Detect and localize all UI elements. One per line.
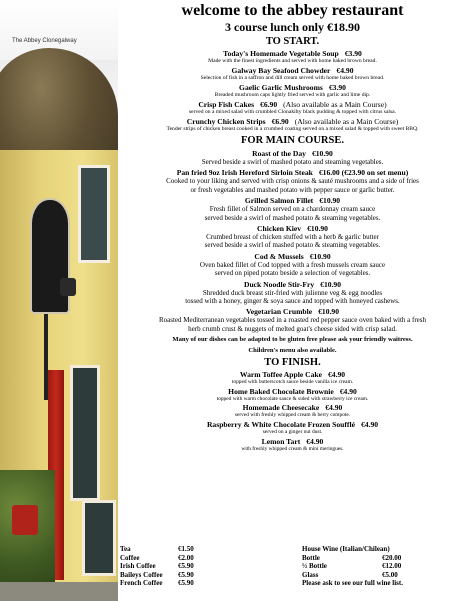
dish-title	[118, 307, 467, 316]
drink-row	[120, 579, 194, 588]
dish-name: Gaelic Garlic Mushrooms	[239, 83, 323, 92]
dish-name: Grilled Salmon Fillet	[244, 196, 314, 206]
wine-row	[302, 571, 403, 580]
dish-description: Roasted Mediterranean vegetables tossed in a roasted red pepper sauce oven baked with a fresh	[158, 316, 427, 325]
dish-description: served beside a swirl of mashed potato & steaming vegetables.	[204, 241, 381, 250]
dish-title	[118, 117, 467, 126]
drinks-section	[118, 545, 467, 601]
dish-name: Warm Toffee Apple Cake	[239, 370, 322, 380]
dish-title	[118, 224, 467, 233]
desserts-heading: TO FINISH.	[264, 357, 321, 369]
drink-price: €5.90	[178, 562, 194, 571]
dish-price: €10.90	[318, 307, 340, 317]
dish-description: Shredded duck breast stir-fried with julienne veg & egg noodles	[202, 288, 383, 297]
hanging-sign	[30, 198, 70, 314]
dish-name: Vegetarian Crumble	[245, 307, 313, 317]
drink-row	[120, 545, 194, 554]
dish-price: €6.90	[271, 117, 289, 126]
dish-title	[118, 280, 467, 289]
wine-name: ½ Bottle	[302, 562, 327, 571]
restaurant-photo	[0, 0, 118, 601]
dish-description: Selection of fish in a saffron and dill cream served with home baked brown bread.	[200, 75, 385, 81]
dish-title	[118, 252, 467, 261]
dish-description: Breaded mushroom caps lightly fried served with garlic and lime dip.	[214, 92, 371, 98]
hot-drinks-list	[120, 545, 194, 588]
dish-description: served beside a swirl of mashed potato & steaming vegetables.	[204, 213, 381, 222]
dish-name: Pan fried 9oz Irish Hereford Sirloin Steak	[176, 168, 313, 178]
drink-name: Baileys Coffee	[120, 570, 163, 579]
dish-price: €4.90	[336, 66, 354, 75]
mains-section	[118, 135, 467, 355]
drink-name: Coffee	[120, 553, 140, 562]
dish-description: served on a ginger nut dust.	[262, 429, 323, 436]
starters-heading: TO START.	[265, 36, 320, 47]
drink-row	[120, 562, 194, 571]
lower-window	[70, 365, 100, 501]
dish-title	[118, 168, 467, 177]
drink-row	[120, 554, 194, 563]
wine-price: €20.00	[382, 553, 402, 562]
dish-description: served with freshly whipped cream & berry compote.	[234, 412, 351, 419]
dish-description: Tender strips of chicken breast cooked in a crumbed coating served on a mixed salad & topped with sweet BBQ.	[166, 126, 419, 132]
dish-price: €6.90	[260, 100, 278, 109]
dish-name: Home Baked Chocolate Brownie	[228, 386, 334, 396]
dish-name: Chicken Kiev	[257, 224, 302, 234]
dish-description: Crumbed breast of chicken stuffed with a herb & garlic butter	[206, 233, 379, 242]
starters-section	[118, 36, 467, 133]
dish-description: Made with the finest ingredients and served with home baked brown bread.	[208, 58, 377, 64]
drink-name: Tea	[120, 545, 131, 553]
wine-row	[302, 554, 403, 563]
drink-row	[120, 571, 194, 580]
dish-name: Crunchy Chicken Strips	[186, 117, 266, 126]
wine-price: €5.00	[382, 570, 398, 579]
ground	[0, 582, 118, 601]
dish-price: €10.90	[311, 149, 333, 158]
dish-price: €16.00 (€23.90 on set menu)	[318, 168, 409, 178]
wine-name: Glass	[302, 570, 319, 579]
dish-note: (Also available as a Main Course)	[283, 100, 387, 109]
dish-name: Duck Noodle Stir-Fry	[243, 279, 315, 289]
dish-price: €3.90	[328, 83, 346, 92]
dish-description: Oven baked fillet of Cod topped with a fresh mussels cream sauce	[199, 260, 386, 269]
dish-title	[118, 149, 467, 158]
dish-name: Roast of the Day	[252, 149, 306, 158]
dish-name: Crisp Fish Cakes	[198, 100, 255, 109]
dish-price: €10.90	[307, 224, 328, 234]
dish-price: €4.90	[306, 436, 324, 446]
red-planter	[12, 505, 38, 535]
drink-price: €5.90	[178, 570, 194, 579]
dish-description: or fresh vegetables and mashed potato with pepper sauce or garlic butter.	[190, 185, 395, 194]
dish-price: €3.90	[344, 49, 362, 58]
dish-title	[118, 387, 467, 396]
dish-description: Fresh fillet of Salmon served on a chardonnay cream sauce	[209, 205, 376, 214]
gluten-free-notice: Many of our dishes can be adapted to be gluten free please ask your friendly waitress.	[172, 336, 413, 344]
dish-name: Today's Homemade Vegetable Soup	[223, 49, 339, 58]
dish-description: Served beside a swirl of mashed potato and steaming vegetables.	[201, 158, 384, 166]
dish-description: served on piped potato beside a selection of vegetables.	[214, 269, 371, 278]
menu-subtitle: 3 course lunch only €18.90	[224, 20, 360, 34]
wine-note: Please ask to see our full wine list.	[302, 579, 403, 588]
dish-description: topped with butterscotch sauce beside vanilla ice cream.	[231, 379, 354, 386]
dish-name: Raspberry & White Chocolate Frozen Soufflé	[206, 420, 355, 430]
dish-title	[118, 66, 467, 75]
dish-description: served on a mixed salad with crumbled Clonakilty black pudding & topped with citrus salsa.	[188, 109, 397, 115]
dish-price: €4.90	[360, 420, 379, 430]
dish-title	[118, 437, 467, 446]
wine-name: Bottle	[302, 553, 320, 562]
dish-price: €4.90	[327, 370, 346, 380]
dish-title	[118, 420, 467, 429]
dish-description: Cooked to your liking and served with crisp onions & sauté mushrooms and a side of fries	[166, 177, 419, 186]
dish-name: Lemon Tart	[261, 436, 301, 446]
dish-title	[118, 100, 467, 109]
drink-name: Irish Coffee	[120, 562, 156, 571]
drink-price: €1.50	[178, 545, 194, 553]
desserts-section	[118, 357, 467, 452]
dish-title	[118, 196, 467, 205]
wall-lamp	[60, 278, 76, 296]
drink-price: €5.90	[178, 579, 194, 588]
dish-price: €4.90	[339, 386, 357, 396]
wine-row	[302, 562, 403, 571]
dish-name: Galway Bay Seafood Chowder	[231, 66, 331, 75]
dish-price: €10.90	[319, 196, 341, 206]
photo-caption: The Abbey Clonegalway	[12, 38, 77, 44]
mains-heading: FOR MAIN COURSE.	[241, 135, 344, 146]
drink-name: French Coffee	[120, 579, 163, 588]
childrens-menu-notice: Children's menu also available.	[248, 347, 337, 355]
dish-note: (Also available as a Main Course)	[294, 117, 399, 126]
wine-heading: House Wine (Italian/Chilean)	[302, 545, 390, 553]
dish-name: Cod & Mussels	[254, 251, 304, 261]
side-window	[82, 500, 116, 576]
dish-price: €10.90	[309, 251, 331, 261]
dish-price: €10.90	[320, 279, 342, 289]
wine-price: €12.00	[382, 562, 402, 571]
dish-description: tossed with a honey, ginger & soya sauce and topped with honeyed cashews.	[185, 297, 400, 306]
dish-title	[118, 370, 467, 379]
dish-title	[118, 49, 467, 58]
menu	[118, 0, 467, 601]
dish-description: topped with warm chocolate sauce & sided with strawberry ice cream.	[216, 395, 369, 402]
drink-price: €2.00	[178, 553, 194, 562]
dish-title	[118, 83, 467, 92]
wine-list	[302, 545, 403, 588]
dish-name: Homemade Cheesecake	[242, 403, 320, 413]
dish-description: with freshly whipped cream & mini meringues.	[241, 445, 344, 452]
dish-price: €4.90	[325, 403, 343, 413]
menu-title: welcome to the abbey restaurant	[181, 2, 404, 19]
dish-description: herb crumb crust & nuggets of melted goat's cheese sided with crisp salad.	[188, 324, 397, 333]
upper-window	[78, 165, 110, 263]
